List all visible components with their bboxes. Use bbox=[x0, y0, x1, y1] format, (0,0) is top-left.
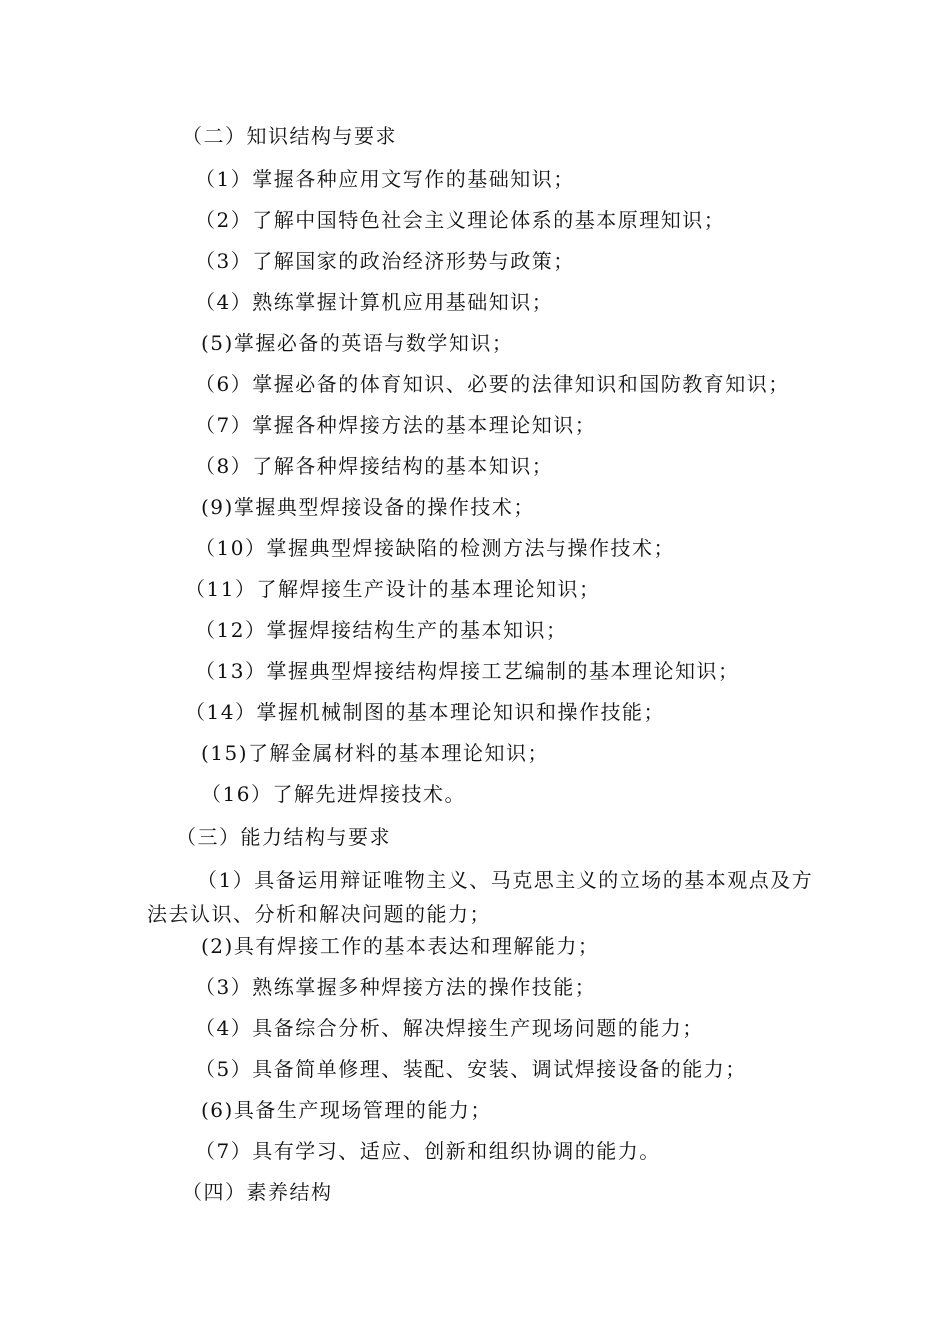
list-item: （13）掌握典型焊接结构焊接工艺编制的基本理论知识； bbox=[195, 659, 740, 683]
list-item: （1）具备运用辩证唯物主义、马克思主义的立场的基本观点及方法去认识、分析和解决问题的能力； bbox=[147, 868, 814, 926]
list-item: (9)掌握典型焊接设备的操作技术； bbox=[201, 495, 535, 519]
section-heading-knowledge: （二）知识结构与要求 bbox=[182, 124, 397, 148]
list-item: （2）了解中国特色社会主义理论体系的基本原理知识； bbox=[195, 208, 726, 232]
list-item: （6）掌握必备的体育知识、必要的法律知识和国防教育知识； bbox=[195, 372, 790, 396]
list-item: （1）掌握各种应用文写作的基础知识； bbox=[195, 167, 575, 191]
list-item: （12）掌握焊接结构生产的基本知识； bbox=[195, 618, 568, 642]
list-item: (6)具备生产现场管理的能力； bbox=[201, 1098, 492, 1122]
list-item: (5)掌握必备的英语与数学知识； bbox=[201, 331, 514, 355]
list-item: （8）了解各种焊接结构的基本知识； bbox=[195, 454, 554, 478]
list-item: （10）掌握典型焊接缺陷的检测方法与操作技术； bbox=[195, 536, 675, 560]
list-item: （3）了解国家的政治经济形势与政策； bbox=[195, 249, 575, 273]
section-heading-ability: （三）能力结构与要求 bbox=[176, 825, 391, 849]
list-item: （4）具备综合分析、解决焊接生产现场问题的能力； bbox=[195, 1016, 704, 1040]
list-item: （11）了解焊接生产设计的基本理论知识； bbox=[185, 577, 601, 601]
list-item: (15)了解金属材料的基本理论知识； bbox=[201, 741, 550, 765]
list-item: (2)具有焊接工作的基本表达和理解能力； bbox=[201, 934, 600, 958]
list-item: （14）掌握机械制图的基本理论知识和操作技能； bbox=[185, 700, 665, 724]
list-item: （3）熟练掌握多种焊接方法的操作技能； bbox=[195, 975, 597, 999]
list-item: （7）掌握各种焊接方法的基本理论知识； bbox=[195, 413, 597, 437]
list-item: （16）了解先进焊接技术。 bbox=[201, 782, 466, 806]
list-item: （7）具有学习、适应、创新和组织协调的能力。 bbox=[195, 1139, 661, 1163]
list-item: （5）具备简单修理、装配、安装、调试焊接设备的能力； bbox=[195, 1057, 747, 1081]
list-item: （4）熟练掌握计算机应用基础知识； bbox=[195, 290, 554, 314]
section-heading-quality: （四）素养结构 bbox=[182, 1180, 333, 1204]
